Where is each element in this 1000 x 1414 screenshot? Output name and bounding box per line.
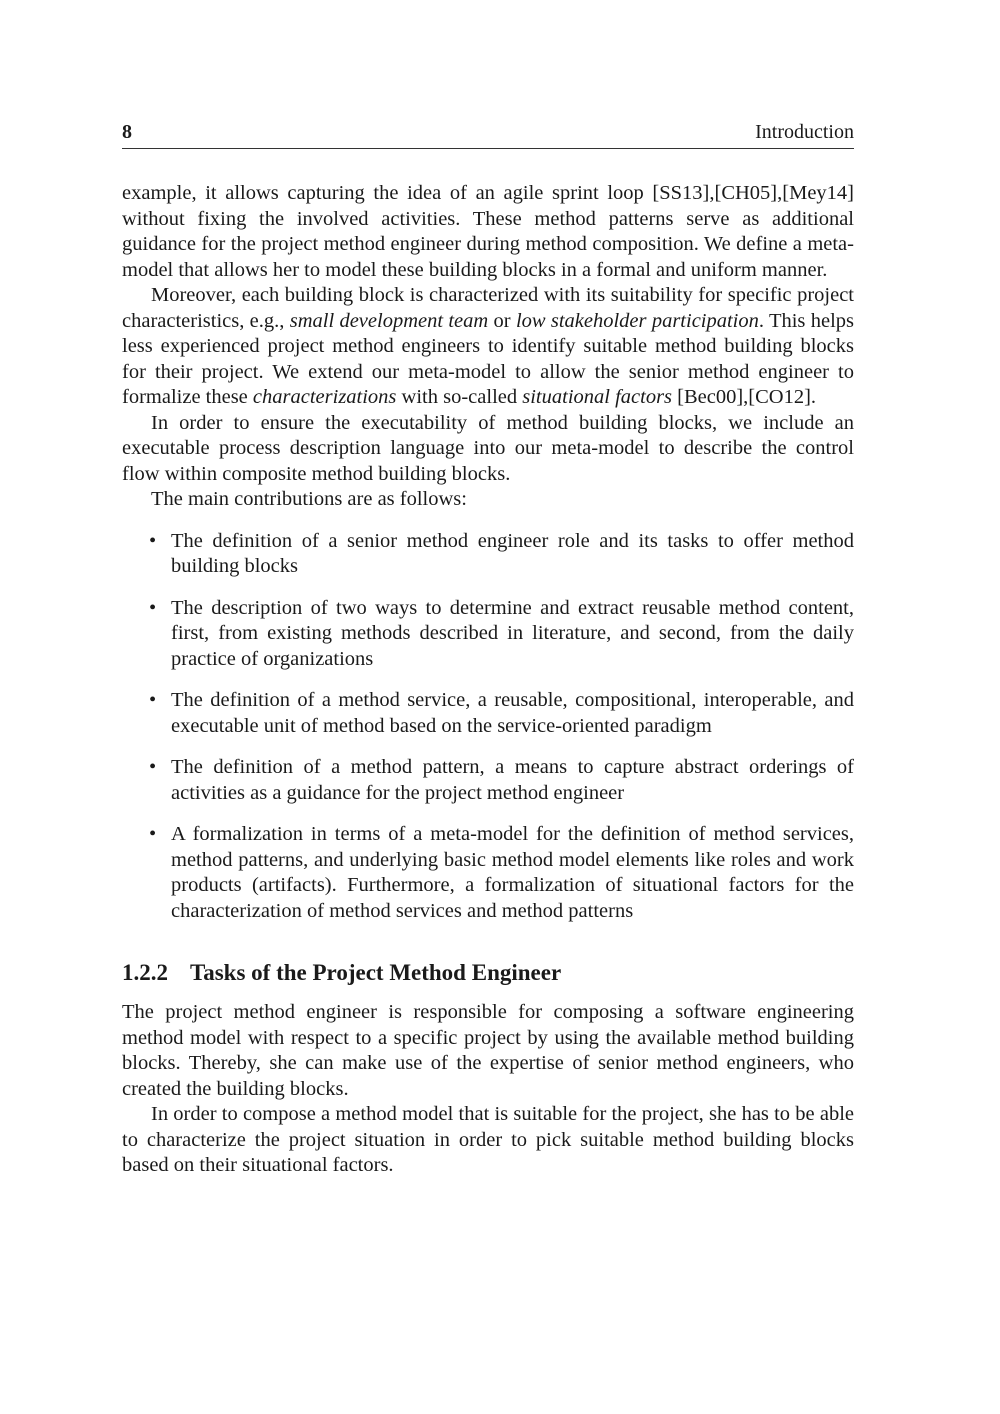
section-number: 1.2.2 [122, 960, 168, 985]
section-title: Tasks of the Project Method Engineer [190, 960, 562, 985]
list-item-text: The definition of a method pattern, a means to capture abstract orderings of activities as a guidance for the project method engineer [171, 756, 854, 804]
body-text [122, 181, 854, 1179]
bullet-icon: • [149, 823, 157, 845]
bullet-icon: • [149, 689, 157, 711]
bullet-icon: • [149, 756, 157, 778]
text-run: or [488, 309, 516, 332]
chapter-title: Introduction [755, 121, 854, 143]
text-run: Moreover, each building block is characterized with its suitability for specific project characteristics, e.g., [122, 284, 854, 332]
contributions-list [122, 529, 854, 925]
emphasis: small development team [289, 309, 489, 332]
paragraph [122, 283, 854, 411]
bullet-icon: • [149, 529, 157, 552]
bullet-icon: • [149, 596, 157, 619]
list-item-text: A formalization in terms of a meta-model for the definition of method services, method patterns, and underlying basic method model elements like roles and work products (artifacts). Furthermore, a formalization of situational factors for the characterization of method services and method patterns [171, 823, 854, 922]
emphasis: situational factors [522, 386, 673, 408]
list-item-text: The description of two ways to determine and extract reusable method content, first, from existing methods described in literature, and second, from the daily practice of organizations [171, 596, 854, 670]
paragraph: The project method engineer is responsible for composing a software engineering method model with respect to a specific project by using the available method building blocks. Thereby, she can make use of the expertise of senior method engineers, who created the building blocks. [122, 1001, 854, 1100]
list-item-text: The definition of a senior method engineer role and its tasks to offer method building blocks [171, 529, 854, 577]
text-run: [Bec00],[CO12]. [672, 386, 817, 408]
paragraph: In order to compose a method model that is suitable for the project, she has to be able to characterize the project situation in order to pick suitable method building blocks based on their situational factors. [122, 1103, 854, 1176]
list-item [122, 596, 854, 673]
page-number: 8 [122, 121, 132, 143]
emphasis: characterizations [252, 386, 397, 408]
section-heading [122, 958, 854, 988]
running-header [122, 118, 854, 149]
list-item [122, 529, 854, 580]
paragraph: In order to ensure the executability of method building blocks, we include an executable process description language into our meta-model to describe the control flow within composite method building blocks. [122, 411, 854, 485]
list-item-text: The definition of a method service, a reusable, compositional, interoperable, and executable unit of method based on the service-oriented paradigm [171, 689, 854, 737]
text-run: with so-called [396, 386, 523, 408]
paragraph: example, it allows capturing the idea of an agile sprint loop [SS13],[CH05],[Mey14] without fixing the involved activities. These method patterns serve as additional guidance for the project method engineer during method composition. We define a meta-model that allows her to model these building blocks in a formal and uniform manner. [122, 182, 854, 281]
text-run: . This helps less experienced project method engineers to identify suitable method building blocks for their project. We extend our meta-model to allow the senior method engineer to formalize these [122, 309, 854, 408]
list-item [122, 822, 854, 924]
emphasis: low stakeholder participation [515, 309, 759, 332]
page [122, 118, 854, 1179]
paragraph: The main contributions are as follows: [151, 488, 467, 510]
list-item [122, 755, 854, 806]
list-item [122, 688, 854, 739]
